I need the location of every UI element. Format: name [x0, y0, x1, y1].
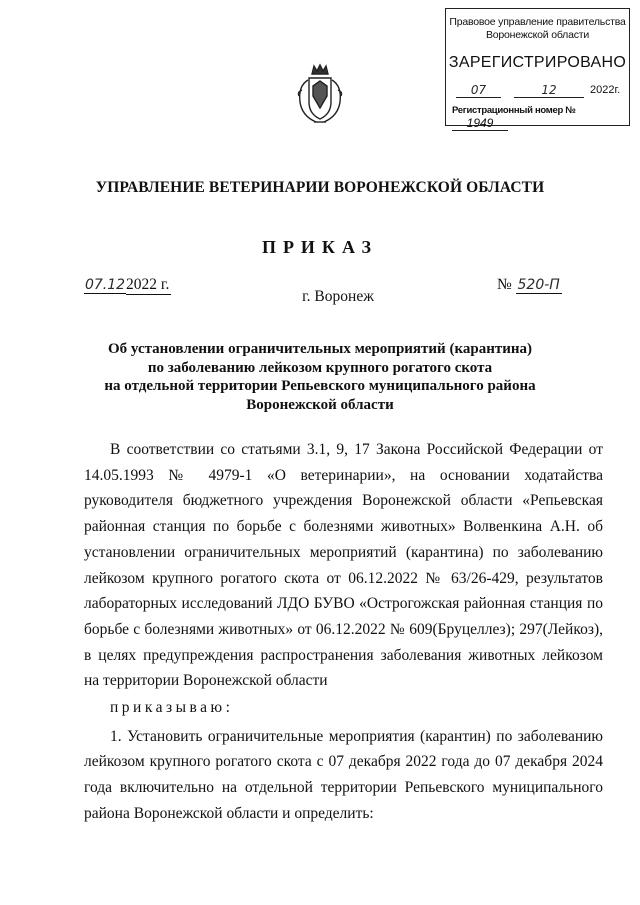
city: г. Воронеж — [302, 288, 374, 305]
order-date-year: 2022 г. — [126, 276, 170, 293]
document-title — [60, 340, 580, 414]
stamp-year: 2022г. — [590, 84, 621, 96]
title-line: по заболеванию лейкозом крупного рогатого скота — [147, 359, 493, 376]
title-line: на отдельной территории Репьевского муниципального района — [104, 378, 536, 394]
coat-of-arms-icon — [294, 62, 346, 126]
preamble-paragraph: В соответствии со статьями 3.1, 9, 17 Закона Российской Федерации от 14.05.1993 № 4979-1 «О ветеринарии», на основании ходатайства руководителя бюджетного учреждения Воронежской области «Репьевская районная станция по борьбе с болезнями животных» Волвенкина А.Н. об установлении ограничительных мероприятий (карантина) по заболеванию лейкозом крупного рогатого скота от 06.12.2022 № 63/26-429, результатов лабораторных исследований ЛДО БУВО «Острогожская районная станция по борьбе с болезнями животных» от 06.12.2022 № 609(Бруцеллез); 297(Лейкоз), в целях предупреждения распространения заболевания животных лейкозом на территории Воронежской области — [84, 441, 603, 690]
order-word: приказываю: — [110, 699, 234, 717]
stamp-month: 12 — [514, 83, 584, 98]
title-line: Об установлении ограничительных мероприятий (карантина) — [107, 341, 532, 357]
registration-stamp — [445, 8, 630, 130]
organization-name: УПРАВЛЕНИЕ ВЕТЕРИНАРИИ ВОРОНЕЖСКОЙ ОБЛАСТИ — [95, 179, 545, 196]
stamp-reg-number: 1949 — [452, 116, 508, 131]
stamp-reg-number-line — [452, 105, 623, 131]
stamp-date — [454, 83, 621, 99]
stamp-department — [446, 16, 629, 42]
document-body — [84, 437, 603, 827]
document-type: ПРИКАЗ — [261, 237, 379, 257]
order-number-handwritten: 520-П — [517, 277, 560, 293]
stamp-reg-number-label: Регистрационный номер № — [452, 105, 576, 116]
order-number-prefix: № — [497, 276, 512, 293]
stamp-department-line2: Воронежской области — [485, 29, 590, 41]
stamp-registered-label: ЗАРЕГИСТРИРОВАНО — [448, 54, 627, 71]
stamp-day: 07 — [456, 83, 501, 98]
order-date-handwritten: 07.12 — [84, 277, 126, 293]
title-line: Воронежской области — [246, 396, 394, 413]
stamp-department-line1: Правовое управление правительства — [449, 16, 626, 28]
order-item-1: 1. Установить ограничительные мероприятия (карантин) по заболеванию лейкозом крупного рогатого скота с 07 декабря 2022 года до 07 декабря 2024 года включительно на отдельной территории Репьевского муниципального района Воронежской области и определить: — [84, 727, 603, 822]
